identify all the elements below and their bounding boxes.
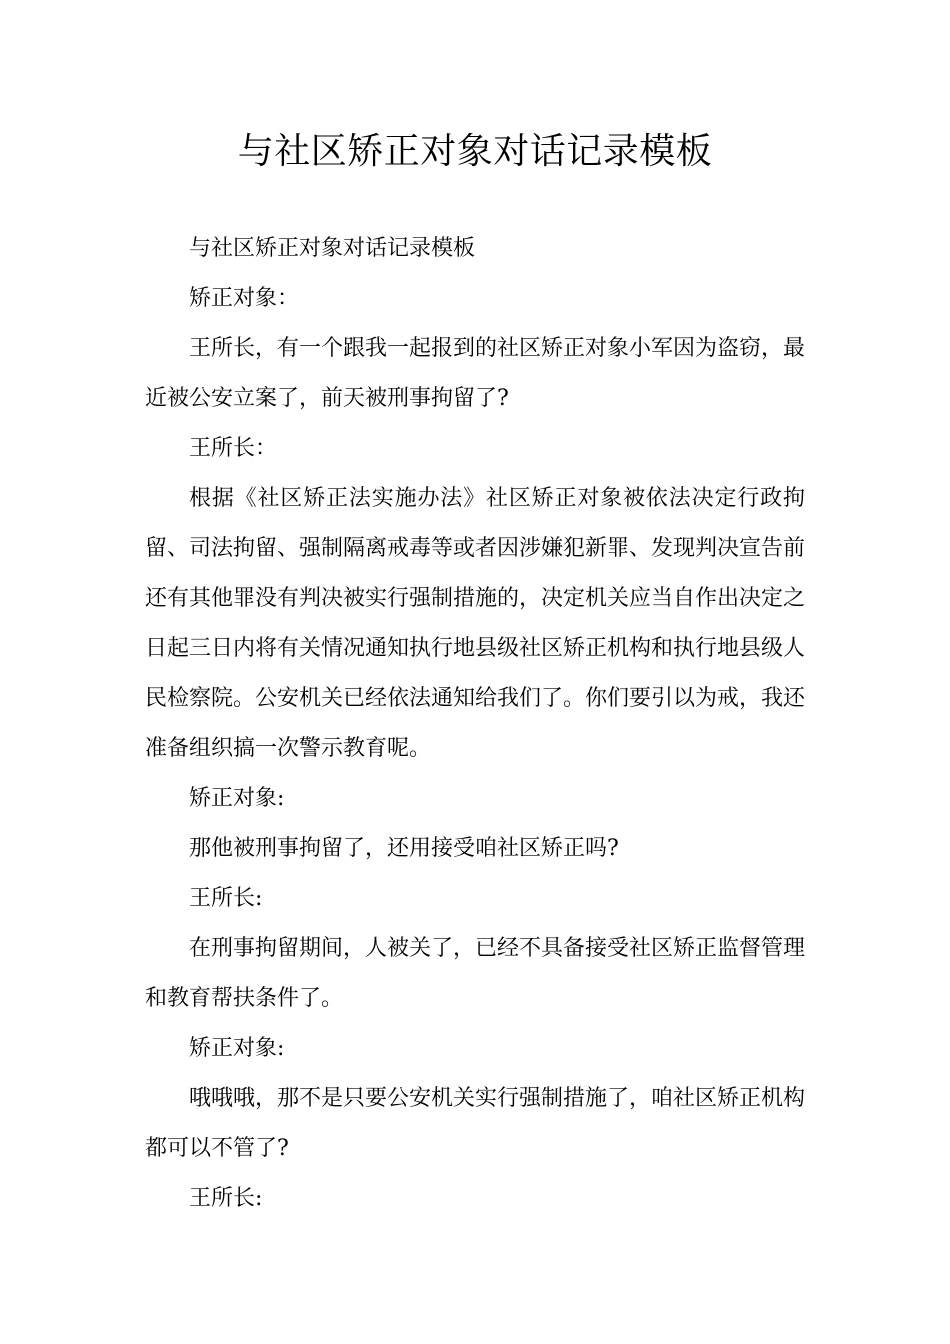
document-title: 与社区矫正对象对话记录模板 (237, 131, 713, 172)
speaker-label-director: 王所长： (189, 436, 278, 461)
paragraph-heading-repeat: 与社区矫正对象对话记录模板 (189, 236, 476, 261)
speaker-label-offender: 矫正对象: (189, 786, 285, 811)
paragraph-dialogue: 那他被刑事拘留了，还用接受咱社区矫正吗? (189, 836, 619, 861)
speaker-label-offender: 矫正对象： (189, 286, 300, 311)
paragraph-dialogue: 王所长，有一个跟我一起报到的社区矫正对象小军因为盗窃，最近被公安立案了，前天被刑事拘留了? (145, 336, 806, 411)
paragraph-dialogue: 哦哦哦，那不是只要公安机关实行强制措施了，咱社区矫正机构都可以不管了? (145, 1086, 806, 1161)
speaker-label-offender: 矫正对象: (189, 1036, 285, 1061)
speaker-label-director: 王所长: (189, 1186, 263, 1211)
speaker-label-director: 王所长: (189, 886, 263, 911)
paragraph-dialogue: 根据《社区矫正法实施办法》社区矫正对象被依法决定行政拘留、司法拘留、强制隔离戒毒等或者因涉嫌犯新罪、发现判决宣告前还有其他罪没有判决被实行强制措施的，决定机关应当自作出决定之日起三日内将有关情况通知执行地县级社区矫正机构和执行地县级人民检察院。公安机关已经依法通知给我们了。你们要引以为戒，我还准备组织搞一次警示教育呢。 (145, 486, 806, 761)
paragraph-dialogue: 在刑事拘留期间，人被关了，已经不具备接受社区矫正监督管理和教育帮扶条件了。 (145, 936, 806, 1011)
document-body (145, 224, 805, 1224)
